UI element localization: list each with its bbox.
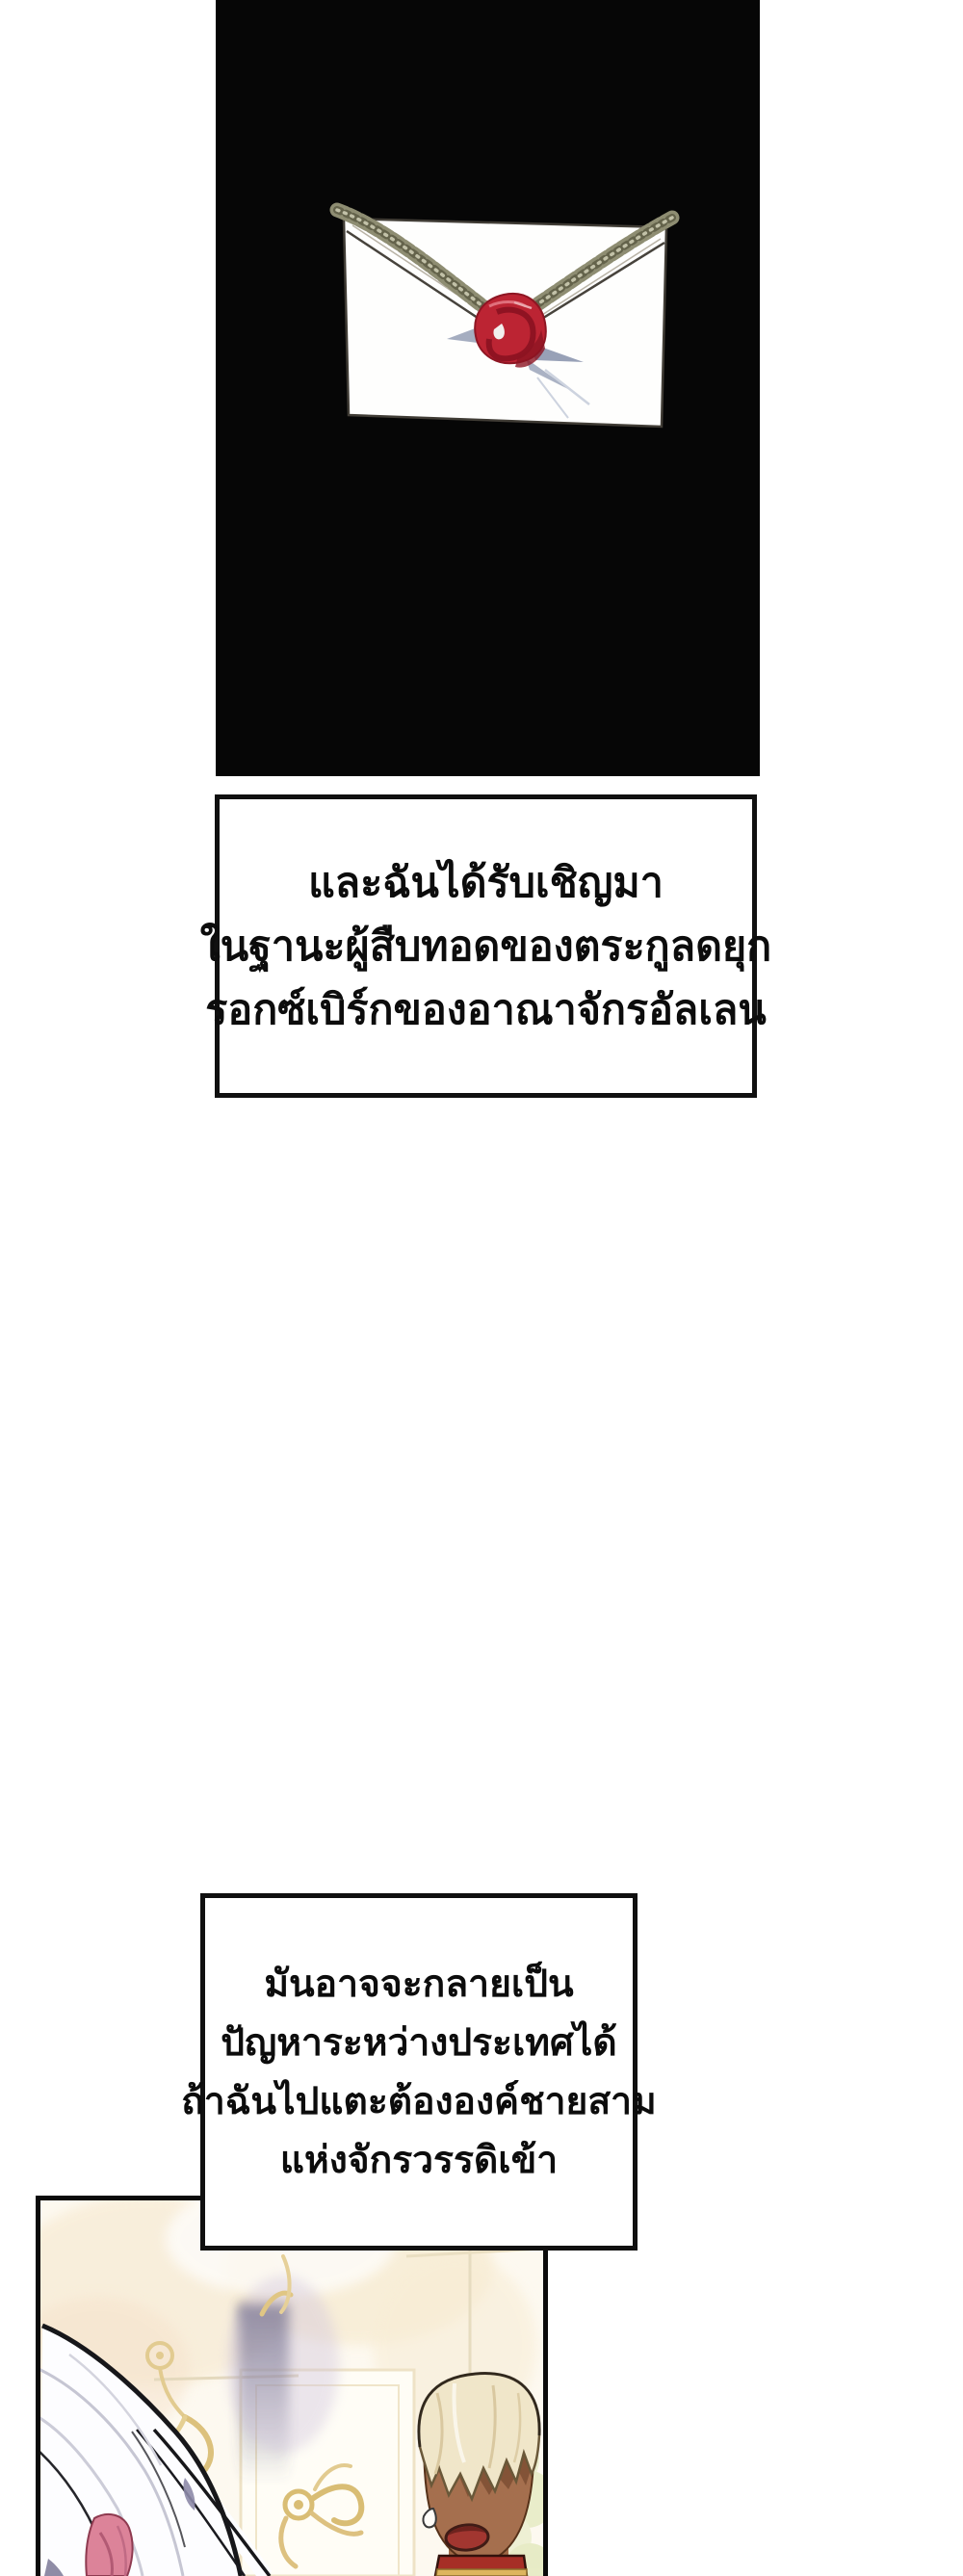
bottom-panel bbox=[36, 2196, 548, 2576]
narration-line: แห่งจักรวรรดิเข้า bbox=[279, 2139, 559, 2181]
narration-line: รอกซ์เบิร์กของอาณาจักรอัลเลน bbox=[205, 986, 767, 1033]
collar bbox=[435, 2556, 527, 2576]
narration-line: มันอาจจะกลายเป็น bbox=[264, 1963, 574, 2005]
envelope-illustration bbox=[327, 125, 693, 453]
narration-line: ในฐานะผู้สืบทอดของตระกูลดยุก bbox=[199, 923, 772, 970]
narration-box-1 bbox=[199, 794, 772, 1098]
narration-line: และฉันได้รับเชิญมา bbox=[308, 859, 664, 906]
palace-scene bbox=[40, 2200, 543, 2576]
narration-line: ถ้าฉันไปแตะต้ององค์ชายสาม bbox=[181, 2080, 657, 2122]
narration-box-2 bbox=[181, 1893, 657, 2251]
narration-line: ปัญหาระหว่างประเทศได้ bbox=[221, 2021, 617, 2064]
